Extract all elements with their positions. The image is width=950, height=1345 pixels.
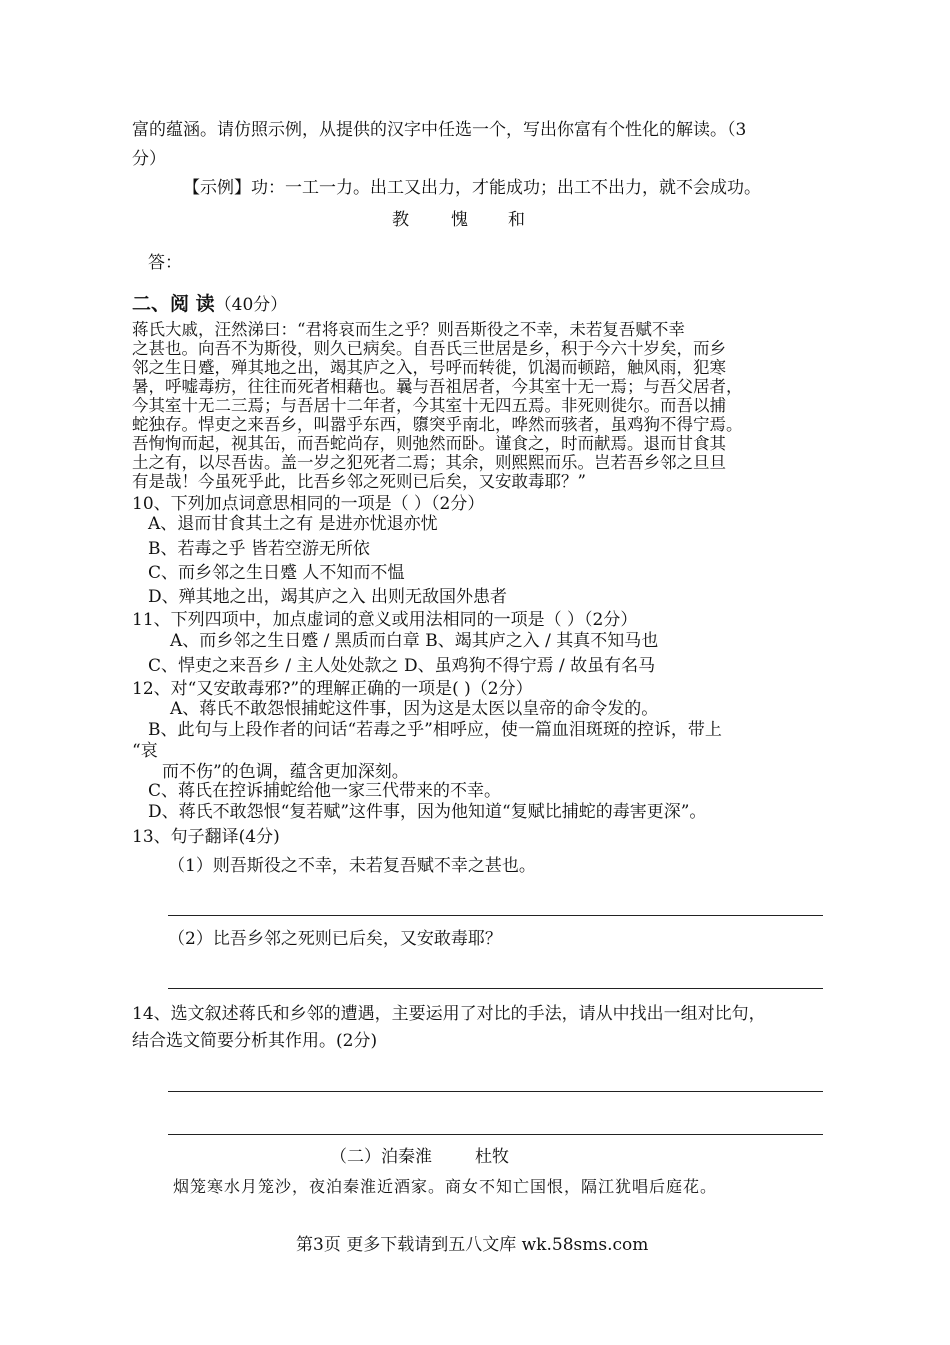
q12-option-b-line-3: 而不伤”的色调，蕴含更加深刻。 (162, 762, 409, 782)
intro-line-2: 分） (132, 149, 166, 169)
page-footer: 第3页 更多下载请到五八文库 wk.58sms.com (296, 1235, 649, 1255)
section-title: 二、阅 读 (132, 293, 215, 315)
passage-line: 蒋氏大戚，汪然涕曰：“君将哀而生之乎？则吾斯役之不幸，未若复吾赋不幸 (132, 320, 685, 339)
q11-stem: 11、下列四项中，加点虚词的意义或用法相同的一项是（ ）（2分） (132, 610, 638, 630)
q12-option-c: C、蒋氏在控诉捕蛇给他一家三代带来的不幸。 (148, 781, 502, 801)
passage-line: 暑，呼嘘毒疠，往往而死者相藉也。曩与吾祖居者，今其室十无一焉；与吾父居者， (132, 377, 743, 396)
q13-sentence-1: （1）则吾斯役之不幸，未若复吾赋不幸之甚也。 (168, 856, 536, 876)
intro-line-1: 富的蕴涵。请仿照示例，从提供的汉字中任选一个，写出你富有个性化的解读。（3 (132, 120, 747, 140)
passage-line: 蛇独存。悍吏之来吾乡，叫嚣乎东西，隳突乎南北，哗然而骇者，虽鸡狗不得宁焉。 (132, 415, 743, 434)
answer-label: 答： (148, 253, 182, 273)
passage-line: 今其室十无二三焉；与吾居十二年者，今其室十无四五焉。非死则徙尔。而吾以捕 (132, 396, 726, 415)
q10-stem: 10、下列加点词意思相同的一项是（ ）（2分） (132, 494, 485, 514)
q10-option-a: A、退而甘食其土之有 是进亦忧退亦忧 (148, 514, 438, 534)
q12-option-a: A、蒋氏不敢怨恨捕蛇这件事，因为这是太医以皇帝的命令发的。 (170, 699, 659, 719)
answer-line[interactable] (168, 1134, 823, 1135)
q12-option-d: D、蒋氏不敢怨恨“复若赋”这件事，因为他知道“复赋比捕蛇的毒害更深”。 (148, 802, 707, 822)
passage-line: 土之有，以尽吾齿。盖一岁之犯死者二焉；其余，则熙熙而乐。岂若吾乡邻之旦旦 (132, 453, 726, 472)
q12-option-b-line-2: “哀 (132, 741, 158, 761)
passage-line: 有是哉！今虽死乎此，比吾乡邻之死则已后矣，又安敢毒耶？” (132, 472, 586, 491)
q13-stem: 13、句子翻译(4分) (132, 827, 280, 847)
section-heading (132, 294, 287, 315)
char-option-1: 教 (392, 210, 409, 230)
answer-line[interactable] (168, 1091, 823, 1092)
q12-option-b-line-1: B、此句与上段作者的问话“若毒之乎”相呼应，使一篇血泪斑斑的控诉，带上 (148, 720, 722, 740)
passage-line: 之甚也。向吾不为斯役，则久已病矣。自吾氏三世居是乡，积于今六十岁矣，而乡 (132, 339, 726, 358)
q10-option-c: C、而乡邻之生日蹙 人不知而不愠 (148, 563, 405, 583)
passage-line: 邻之生日蹙，殚其地之出，竭其庐之入，号呼而转徙，饥渴而顿踣，触风雨，犯寒 (132, 358, 726, 377)
section-score: （40分） (214, 295, 288, 315)
poem-heading: （二）泊秦淮 (330, 1147, 432, 1167)
q13-sentence-2: （2）比吾乡邻之死则已后矣，又安敢毒耶？ (168, 929, 502, 949)
q11-options-row-1: A、而乡邻之生日蹙 / 黑质而白章 B、竭其庐之入 / 其真不知马也 (170, 631, 659, 651)
poem-text: 烟笼寒水月笼沙，夜泊秦淮近酒家。商女不知亡国恨，隔江犹唱后庭花。 (173, 1177, 718, 1196)
passage-line: 吾恂恂而起，视其缶，而吾蛇尚存，则弛然而卧。谨食之，时而献焉。退而甘食其 (132, 434, 726, 453)
poem-author: 杜牧 (475, 1147, 509, 1167)
q10-option-d: D、殚其地之出，竭其庐之入 出则无敌国外患者 (148, 587, 508, 607)
char-option-2: 愧 (451, 210, 468, 230)
q14-line-1: 14、选文叙述蒋氏和乡邻的遭遇，主要运用了对比的手法，请从中找出一组对比句， (132, 1004, 766, 1024)
q10-option-b: B、若毒之乎 皆若空游无所依 (148, 539, 370, 559)
q11-options-row-2: C、悍吏之来吾乡 / 主人处处款之 D、虽鸡狗不得宁焉 / 故虽有名马 (148, 656, 656, 676)
answer-line[interactable] (168, 988, 823, 989)
char-option-3: 和 (508, 210, 525, 230)
q12-stem: 12、对“又安敢毒邪?”的理解正确的一项是( )（2分） (132, 679, 533, 699)
q14-line-2: 结合选文简要分析其作用。(2分) (132, 1031, 378, 1051)
answer-line[interactable] (168, 915, 823, 916)
example-text: 【示例】功：一工一力。出工又出力，才能成功；出工不出力，就不会成功。 (183, 178, 761, 198)
